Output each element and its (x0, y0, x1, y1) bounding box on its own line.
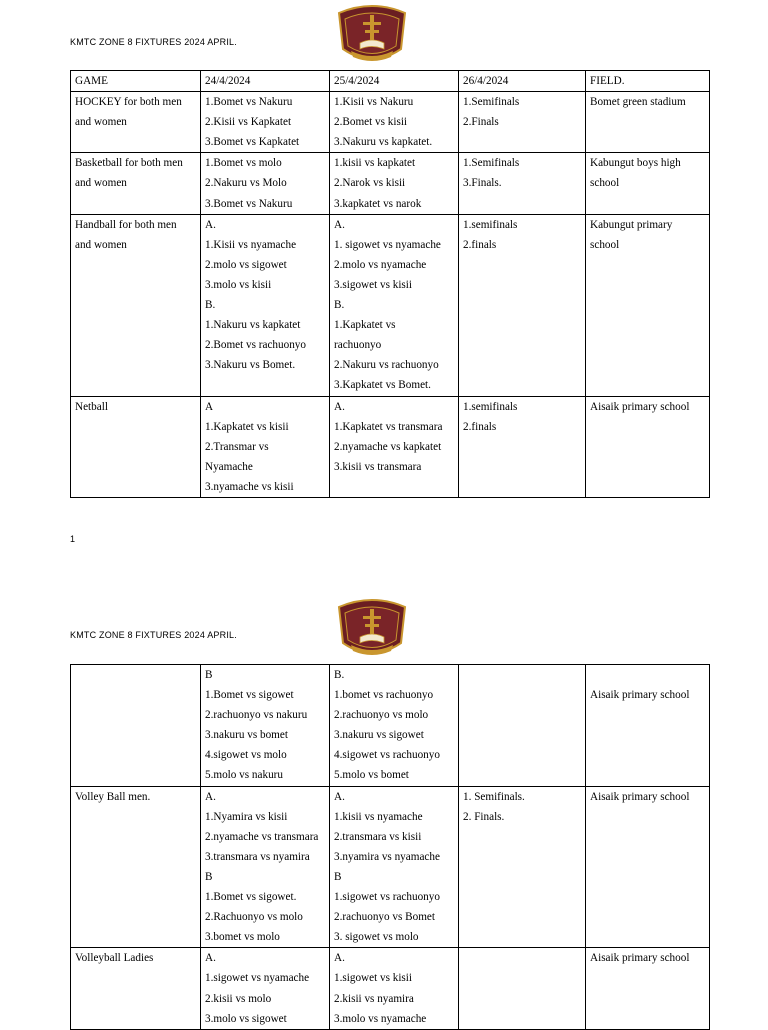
cell-line: rachuonyo (334, 339, 382, 352)
cell-line: 1.semifinals (463, 400, 518, 413)
table-row (71, 214, 710, 396)
cell-line: 4.sigowet vs molo (205, 749, 287, 762)
cell-line: A. (334, 400, 345, 413)
cell-line: B. (205, 299, 216, 312)
day1-cell (201, 396, 330, 497)
cell-line: 2.Transmar vs (205, 440, 269, 453)
table-row (71, 396, 710, 497)
cell-line: 1.semifinals (463, 218, 518, 231)
cell-line: 2. Finals. (463, 810, 505, 823)
day3-cell (459, 153, 586, 214)
game-cell (71, 214, 201, 396)
cell-line: 1.Bomet vs Nakuru (205, 96, 293, 109)
cell-line: 4.sigowet vs rachuonyo (334, 749, 440, 762)
cell-line: Aisaik primary school (590, 952, 690, 965)
kmtc-crest-logo (333, 3, 411, 67)
header-cell-date3: 26/4/2024 (459, 71, 586, 92)
cell-line: school (590, 238, 620, 251)
cell-line: B (205, 870, 213, 883)
cell-line: 3.kapkatet vs narok (334, 197, 422, 210)
cell-line: 1.Kapkatet vs (334, 319, 396, 332)
cell-line: 3.Nakuru vs Bomet. (205, 359, 296, 372)
cell-line: school (590, 177, 620, 190)
cell-line: 1.Semifinals (463, 96, 520, 109)
cell-line: B (334, 870, 342, 883)
table-row (71, 786, 710, 948)
cell-line: 3.Bomet vs Nakuru (205, 197, 293, 210)
cell-line: 3.nakuru vs bomet (205, 729, 288, 742)
page2-header-title: KMTC ZONE 8 FIXTURES 2024 APRIL. (70, 630, 237, 640)
cell-line: 3.molo vs nyamache (334, 1012, 427, 1025)
day3-cell (459, 92, 586, 153)
field-cell (586, 214, 710, 396)
cell-line: Nyamache (205, 460, 253, 473)
table-header-row (71, 71, 710, 92)
game-cell (71, 786, 201, 948)
cell-line: A. (334, 790, 345, 803)
cell-line: 3.Nakuru vs kapkatet. (334, 136, 433, 149)
cell-line: A. (205, 952, 216, 965)
kmtc-crest-logo-page2 (333, 597, 411, 661)
header-cell-date2: 25/4/2024 (330, 71, 459, 92)
header-cell-field: FIELD. (586, 71, 710, 92)
cell-line: 1.Bomet vs molo (205, 157, 282, 170)
field-cell (586, 786, 710, 948)
day3-cell (459, 396, 586, 497)
day2-cell (330, 153, 459, 214)
day3-cell (459, 214, 586, 396)
cell-line: 2.Nakuru vs Molo (205, 177, 287, 190)
cell-line: 3.molo vs kisii (205, 278, 272, 291)
cell-line: 1.Kisii vs nyamache (205, 238, 297, 251)
cell-line: and women (75, 116, 127, 129)
cell-line: 1.sigowet vs rachuonyo (334, 891, 440, 904)
cell-line: 3.sigowet vs kisii (334, 278, 413, 291)
cell-line: 2.kisii vs molo (205, 992, 272, 1005)
cell-line: 2.Bomet vs rachuonyo (205, 339, 306, 352)
cell-line: Aisaik primary school (590, 689, 690, 702)
day3-cell (459, 948, 586, 1029)
cell-line: B (205, 669, 213, 681)
cell-line: 2.nyamache vs transmara (205, 830, 319, 843)
cell-line: 1. Semifinals. (463, 790, 525, 803)
header-cell-date1: 24/4/2024 (201, 71, 330, 92)
cell-line: 3. sigowet vs molo (334, 931, 419, 944)
cell-line: 1.Kapkatet vs kisii (205, 420, 289, 433)
cell-line: HOCKEY for both men (75, 96, 182, 109)
field-cell (586, 948, 710, 1029)
day1-cell (201, 786, 330, 948)
cell-line: 1. sigowet vs nyamache (334, 238, 441, 251)
cell-line: 1.Bomet vs sigowet (205, 689, 294, 702)
crest-emblem-icon (333, 3, 411, 67)
cell-line: Kabungut boys high (590, 157, 681, 170)
cell-line: Volleyball Ladies (75, 952, 154, 965)
cell-line: 2.Kisii vs Kapkatet (205, 116, 292, 129)
crest-emblem-icon (333, 597, 411, 661)
table-row (71, 665, 710, 787)
game-cell (71, 153, 201, 214)
cell-line: 2.nyamache vs kapkatet (334, 440, 442, 453)
cell-line: 3.nakuru vs sigowet (334, 729, 424, 742)
cell-line: 2.finals (463, 420, 497, 433)
header-cell-game: GAME (71, 71, 201, 92)
day1-cell (201, 665, 330, 787)
table2-body (71, 665, 710, 1030)
table-row (71, 92, 710, 153)
cell-line: 1.Nakuru vs kapkatet (205, 319, 301, 332)
cell-line: A. (334, 952, 345, 965)
game-cell (71, 396, 201, 497)
day1-cell (201, 948, 330, 1029)
cell-line: and women (75, 177, 127, 190)
page-header-title: KMTC ZONE 8 FIXTURES 2024 APRIL. (70, 37, 237, 47)
cell-line: 1.sigowet vs kisii (334, 972, 413, 985)
table1-body (71, 92, 710, 498)
cell-line: 3.Finals. (463, 177, 502, 190)
cell-line: 3.bomet vs molo (205, 931, 280, 944)
cell-line: 2.transmara vs kisii (334, 830, 422, 843)
day2-cell (330, 396, 459, 497)
field-cell (586, 396, 710, 497)
cell-line: 2.Narok vs kisii (334, 177, 406, 190)
cell-line: and women (75, 238, 127, 251)
day2-cell (330, 665, 459, 787)
cell-line: 1.kisii vs kapkatet (334, 157, 416, 170)
cell-line: 3.Bomet vs Kapkatet (205, 136, 300, 149)
cell-line: 1.kisii vs nyamache (334, 810, 423, 823)
game-cell (71, 92, 201, 153)
cell-line: 5.molo vs nakuru (205, 769, 283, 782)
cell-line: Bomet green stadium (590, 96, 686, 109)
cell-line: 2.Bomet vs kisii (334, 116, 408, 129)
cell-line: 2.rachuonyo vs Bomet (334, 911, 435, 924)
day3-cell (459, 665, 586, 787)
field-cell (586, 92, 710, 153)
cell-line: 3.kisii vs transmara (334, 460, 422, 473)
day2-cell (330, 948, 459, 1029)
cell-line: 2.finals (463, 238, 497, 251)
cell-line: 2.Rachuonyo vs molo (205, 911, 303, 924)
cell-line: B. (334, 669, 345, 681)
cell-line: Basketball for both men (75, 157, 183, 170)
cell-line: 3.molo vs sigowet (205, 1012, 287, 1025)
cell-line: B. (334, 299, 345, 312)
cell-line: 2.rachuonyo vs nakuru (205, 709, 308, 722)
cell-line: Handball for both men (75, 218, 177, 231)
table-row (71, 153, 710, 214)
cell-line: 1.Nyamira vs kisii (205, 810, 288, 823)
cell-line: A. (205, 790, 216, 803)
day2-cell (330, 786, 459, 948)
cell-line: A. (334, 218, 345, 231)
cell-line: Volley Ball men. (75, 790, 151, 803)
cell-line: Aisaik primary school (590, 400, 690, 413)
cell-line: 1.bomet vs rachuonyo (334, 689, 434, 702)
cell-line: A. (205, 218, 216, 231)
day3-cell (459, 786, 586, 948)
cell-line: 2.Finals (463, 116, 499, 129)
cell-line: 1.Kapkatet vs transmara (334, 420, 443, 433)
game-cell (71, 665, 201, 787)
cell-line: 5.molo vs bomet (334, 769, 409, 782)
game-cell (71, 948, 201, 1029)
field-cell (586, 153, 710, 214)
day2-cell (330, 92, 459, 153)
fixtures-table-page1 (70, 70, 710, 498)
cell-line: 3.nyamira vs nyamache (334, 850, 440, 863)
cell-line: 3.nyamache vs kisii (205, 480, 294, 493)
page-number: 1 (70, 534, 76, 544)
table-row (71, 948, 710, 1029)
cell-line: A (205, 400, 214, 413)
cell-line: 2.molo vs nyamache (334, 258, 427, 271)
cell-line: Netball (75, 400, 108, 413)
cell-line: 1.Bomet vs sigowet. (205, 891, 297, 904)
day1-cell (201, 153, 330, 214)
cell-line: 1.sigowet vs nyamache (205, 972, 310, 985)
cell-line: 1.Kisii vs Nakuru (334, 96, 414, 109)
cell-line: 3.Kapkatet vs Bomet. (334, 379, 431, 392)
cell-line: 2.Nakuru vs rachuonyo (334, 359, 439, 372)
cell-line (590, 665, 705, 685)
cell-line: Aisaik primary school (590, 790, 690, 803)
day2-cell (330, 214, 459, 396)
cell-line: 2.kisii vs nyamira (334, 992, 414, 1005)
day1-cell (201, 92, 330, 153)
cell-line: 2.rachuonyo vs molo (334, 709, 429, 722)
cell-line: 1.Semifinals (463, 157, 520, 170)
cell-line: 2.molo vs sigowet (205, 258, 287, 271)
fixtures-table-page2 (70, 664, 710, 1030)
cell-line: Kabungut primary (590, 218, 673, 231)
field-cell (586, 665, 710, 787)
day1-cell (201, 214, 330, 396)
cell-line: 3.transmara vs nyamira (205, 850, 310, 863)
